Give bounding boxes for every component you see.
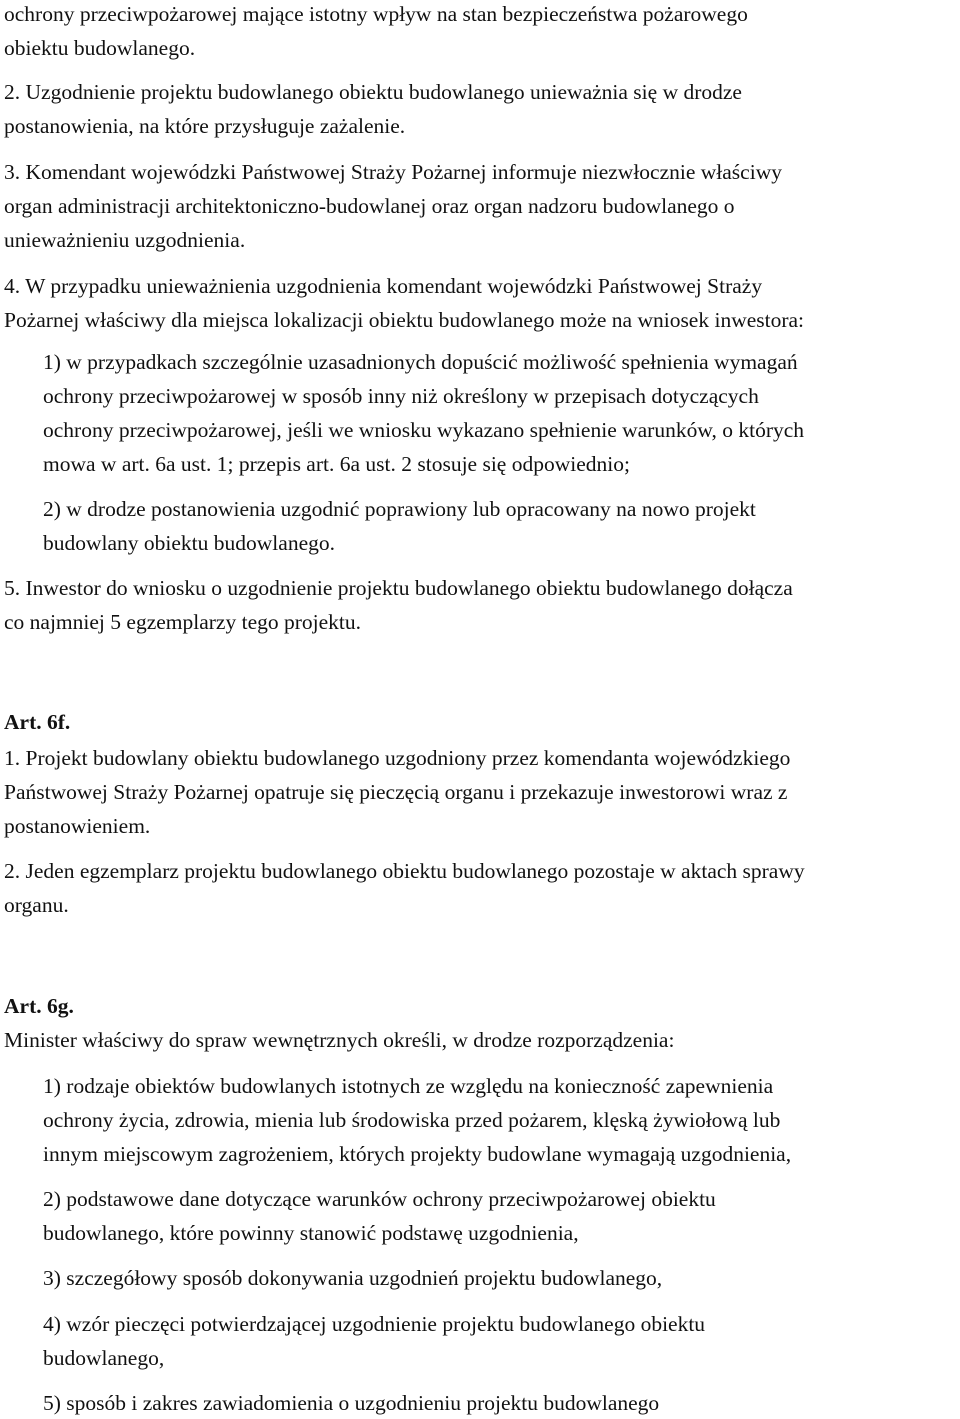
list-item-line: ochrony przeciwpożarowej w sposób inny niż określony w przepisach dotyczących [43,384,759,408]
paragraph-line: ochrony przeciwpożarowej mające istotny wpływ na stan bezpieczeństwa pożarowego [4,2,748,26]
list-item-line: innym miejscowym zagrożeniem, których projekty budowlane wymagają uzgodnienia, [43,1142,792,1166]
paragraph-line: 5. Inwestor do wniosku o uzgodnienie projektu budowlanego obiektu budowlanego dołącza [4,576,793,600]
article-heading: Art. 6g. [4,994,74,1018]
paragraph-line: Minister właściwy do spraw wewnętrznych określi, w drodze rozporządzenia: [4,1028,675,1052]
paragraph-line: Państwowej Straży Pożarnej opatruje się pieczęcią organu i przekazuje inwestorowi wraz z [4,780,788,804]
list-item-line: ochrony życia, zdrowia, mienia lub środowiska przed pożarem, klęską żywiołową lub [43,1108,781,1132]
list-item-line: mowa w art. 6a ust. 1; przepis art. 6a ust. 2 stosuje się odpowiednio; [43,452,630,476]
list-item-line: 1) rodzaje obiektów budowlanych istotnych ze względu na konieczność zapewnienia [43,1074,774,1098]
list-item-line: ochrony przeciwpożarowej, jeśli we wniosku wykazano spełnienie warunków, o których [43,418,805,442]
paragraph-line: 2. Jeden egzemplarz projektu budowlanego obiektu budowlanego pozostaje w aktach sprawy [4,859,805,883]
paragraph-line: 2. Uzgodnienie projektu budowlanego obiektu budowlanego unieważnia się w drodze [4,80,742,104]
paragraph-line: 1. Projekt budowlany obiektu budowlanego uzgodniony przez komendanta wojewódzkiego [4,746,791,770]
list-item-line: budowlanego, [43,1346,165,1370]
list-item-line: budowlanego, które powinny stanowić podstawę uzgodnienia, [43,1221,579,1245]
list-item-line: 2) w drodze postanowienia uzgodnić poprawiony lub opracowany na nowo projekt [43,497,756,521]
list-item-line: 4) wzór pieczęci potwierdzającej uzgodnienie projektu budowlanego obiektu [43,1312,706,1336]
list-item-line: 3) szczegółowy sposób dokonywania uzgodnień projektu budowlanego, [43,1266,663,1290]
paragraph-line: postanowieniem. [4,814,151,838]
list-item-line: 5) sposób i zakres zawiadomienia o uzgodnieniu projektu budowlanego [43,1391,660,1415]
paragraph-line: 3. Komendant wojewódzki Państwowej Straży Pożarnej informuje niezwłocznie właściwy [4,160,782,184]
list-item-line: budowlany obiektu budowlanego. [43,531,335,555]
list-item-line: 2) podstawowe dane dotyczące warunków ochrony przeciwpożarowej obiektu [43,1187,716,1211]
paragraph-line: organu. [4,893,69,917]
paragraph-line: unieważnieniu uzgodnienia. [4,228,246,252]
paragraph-line: Pożarnej właściwy dla miejsca lokalizacji obiektu budowlanego może na wniosek inwestora: [4,308,805,332]
paragraph-line: organ administracji architektoniczno-budowlanej oraz organ nadzoru budowlanego o [4,194,735,218]
paragraph-line: obiektu budowlanego. [4,36,196,60]
paragraph-line: postanowienia, na które przysługuje zażalenie. [4,114,406,138]
paragraph-line: 4. W przypadku unieważnienia uzgodnienia komendant wojewódzki Państwowej Straży [4,274,763,298]
paragraph-line: co najmniej 5 egzemplarzy tego projektu. [4,610,362,634]
list-item-line: 1) w przypadkach szczególnie uzasadnionych dopuścić możliwość spełnienia wymagań [43,350,798,374]
article-heading: Art. 6f. [4,710,71,734]
